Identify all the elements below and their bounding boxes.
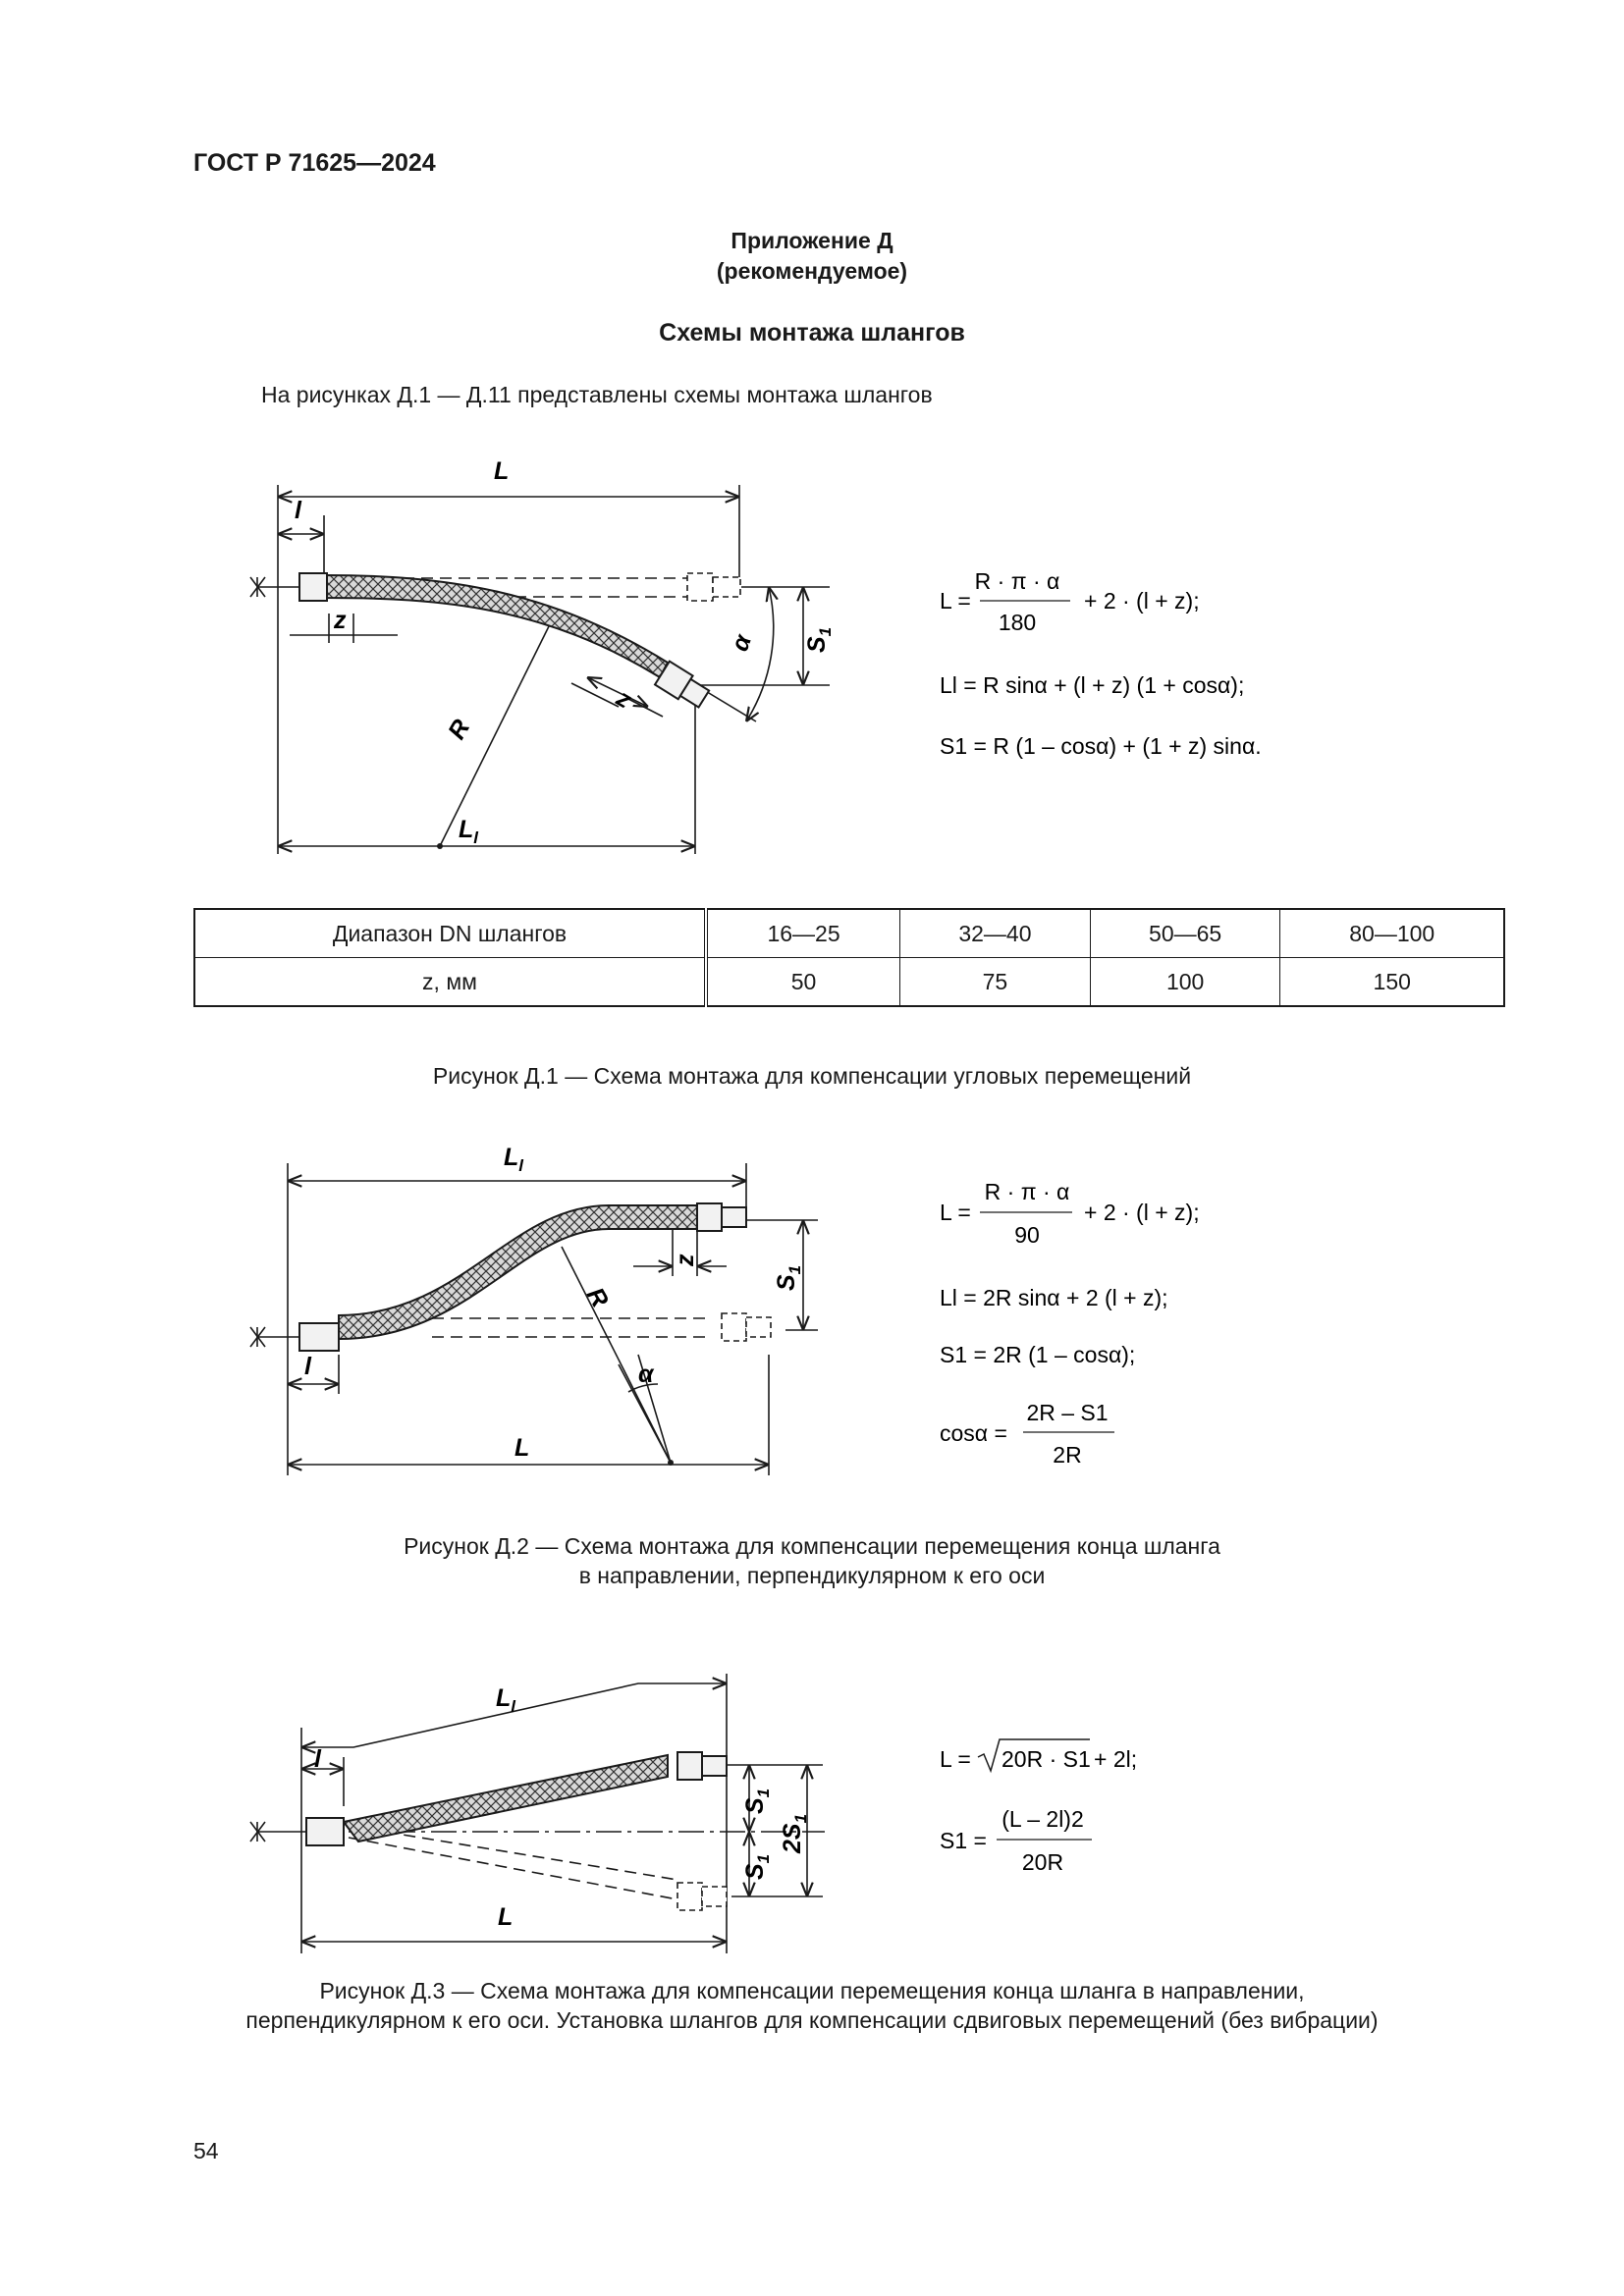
fig3-label-Ll: $L_l$ <box>496 1684 516 1716</box>
fig2-label-L: L <box>514 1434 530 1462</box>
appendix-subtitle: (рекомендуемое) <box>716 258 908 284</box>
figure-d2-formulas <box>923 1168 1335 1482</box>
fig3-f1-rad: 20R · S1 <box>1001 1746 1091 1772</box>
figure-d3-formulas <box>923 1728 1335 1885</box>
fig2-f1-lhs: L = <box>940 1200 971 1225</box>
fig1-f1-num: R · π · α <box>974 568 1060 594</box>
fig3-label-S1-upper: $S_1$ <box>741 1788 773 1814</box>
table-cell: 50—65 <box>1090 909 1280 958</box>
fig3-f1-lhs: L = <box>940 1746 971 1772</box>
fig1-f1-lhs: L = <box>940 588 971 614</box>
fig3-label-l: l <box>314 1745 321 1773</box>
figure-d3-caption-line1: Рисунок Д.3 — Схема монтажа для компенсации перемещения конца шланга в направлении, <box>319 1978 1305 2003</box>
fig1-label-R: R <box>442 715 476 744</box>
fig3-label-S1-lower: $S_1$ <box>741 1853 773 1880</box>
fig1-f1-tail: + 2 · (l + z); <box>1084 588 1200 614</box>
fig2-f2: Ll = 2R sinα + 2 (l + z); <box>940 1285 1168 1310</box>
appendix-title: Приложение Д <box>731 228 893 253</box>
fig2-f4-lhs: cosα = <box>940 1420 1007 1446</box>
intro-text: На рисунках Д.1 — Д.11 представлены схемы монтажа шлангов <box>261 382 933 407</box>
figure-d1-diagram <box>236 447 864 869</box>
fig2-f4-num: 2R – S1 <box>1026 1400 1109 1425</box>
figure-d3-caption-line2: перпендикулярном к его оси. Установка шлангов для компенсации сдвиговых перемещений (без вибрации) <box>245 2007 1379 2033</box>
page-number: 54 <box>193 2138 219 2163</box>
table-row <box>194 958 1504 1007</box>
fig1-f3: S1 = R (1 – cosα) + (1 + z) sinα. <box>940 733 1262 759</box>
fig3-f1-tail: + 2l; <box>1094 1746 1138 1772</box>
table-cell: 32—40 <box>900 909 1091 958</box>
fig1-label-l: l <box>295 497 301 524</box>
fig1-label-z2: z <box>612 683 636 715</box>
table-cell: 75 <box>900 958 1091 1007</box>
table-cell: 16—25 <box>706 909 900 958</box>
fig2-label-Ll: $L_l$ <box>504 1144 524 1175</box>
fig1-f1-den: 180 <box>998 610 1037 635</box>
fig2-label-z: z <box>672 1254 699 1266</box>
fig2-label-R: R <box>580 1283 615 1312</box>
table-header-label: Диапазон DN шлангов <box>194 909 706 958</box>
figure-d2-diagram <box>236 1129 864 1482</box>
table-cell: 50 <box>706 958 900 1007</box>
fig3-f2-num: (L – 2l)2 <box>1001 1806 1084 1832</box>
fig3-f2-den: 20R <box>1021 1849 1064 1875</box>
fig2-f3: S1 = 2R (1 – cosα); <box>940 1342 1136 1367</box>
fig1-f2: Ll = R sinα + (l + z) (1 + cosα); <box>940 672 1245 698</box>
fig3-f2-lhs: S1 = <box>940 1828 987 1853</box>
fig3-label-2S1: $2S_1$ <box>779 1813 810 1853</box>
table-row <box>194 909 1504 958</box>
figure-d2-caption-line1: Рисунок Д.2 — Схема монтажа для компенсации перемещения конца шланга <box>404 1533 1220 1559</box>
table-cell: 80—100 <box>1280 909 1504 958</box>
fig1-label-z: z <box>334 607 347 634</box>
figure-d1-formulas <box>923 560 1335 766</box>
section-title: Схемы монтажа шлангов <box>659 319 965 347</box>
standard-number: ГОСТ Р 71625—2024 <box>193 149 436 177</box>
fig1-label-Ll: $L_l$ <box>459 816 479 847</box>
fig3-label-L: L <box>498 1903 514 1931</box>
figure-d1-caption: Рисунок Д.1 — Схема монтажа для компенсации угловых перемещений <box>432 1063 1192 1089</box>
fig1-label-S1: $S_1$ <box>803 626 835 653</box>
table-cell: 150 <box>1280 958 1504 1007</box>
figure-d2-caption-line2: в направлении, перпендикулярном к его оси <box>578 1563 1046 1588</box>
fig2-label-l: l <box>304 1353 311 1380</box>
figure-d3-diagram <box>236 1649 864 1963</box>
fig2-f1-num: R · π · α <box>984 1179 1070 1204</box>
fig2-label-S1: $S_1$ <box>773 1264 804 1291</box>
fig2-f1-tail: + 2 · (l + z); <box>1084 1200 1200 1225</box>
fig2-f4-den: 2R <box>1053 1442 1082 1468</box>
table-row-label: z, мм <box>194 958 706 1007</box>
fig1-label-alpha: α <box>726 630 757 656</box>
fig2-f1-den: 90 <box>1014 1222 1040 1248</box>
table-cell: 100 <box>1090 958 1280 1007</box>
fig1-label-L: L <box>494 457 510 485</box>
fig2-label-alpha: α <box>638 1361 654 1388</box>
dn-z-table <box>193 908 1505 1007</box>
